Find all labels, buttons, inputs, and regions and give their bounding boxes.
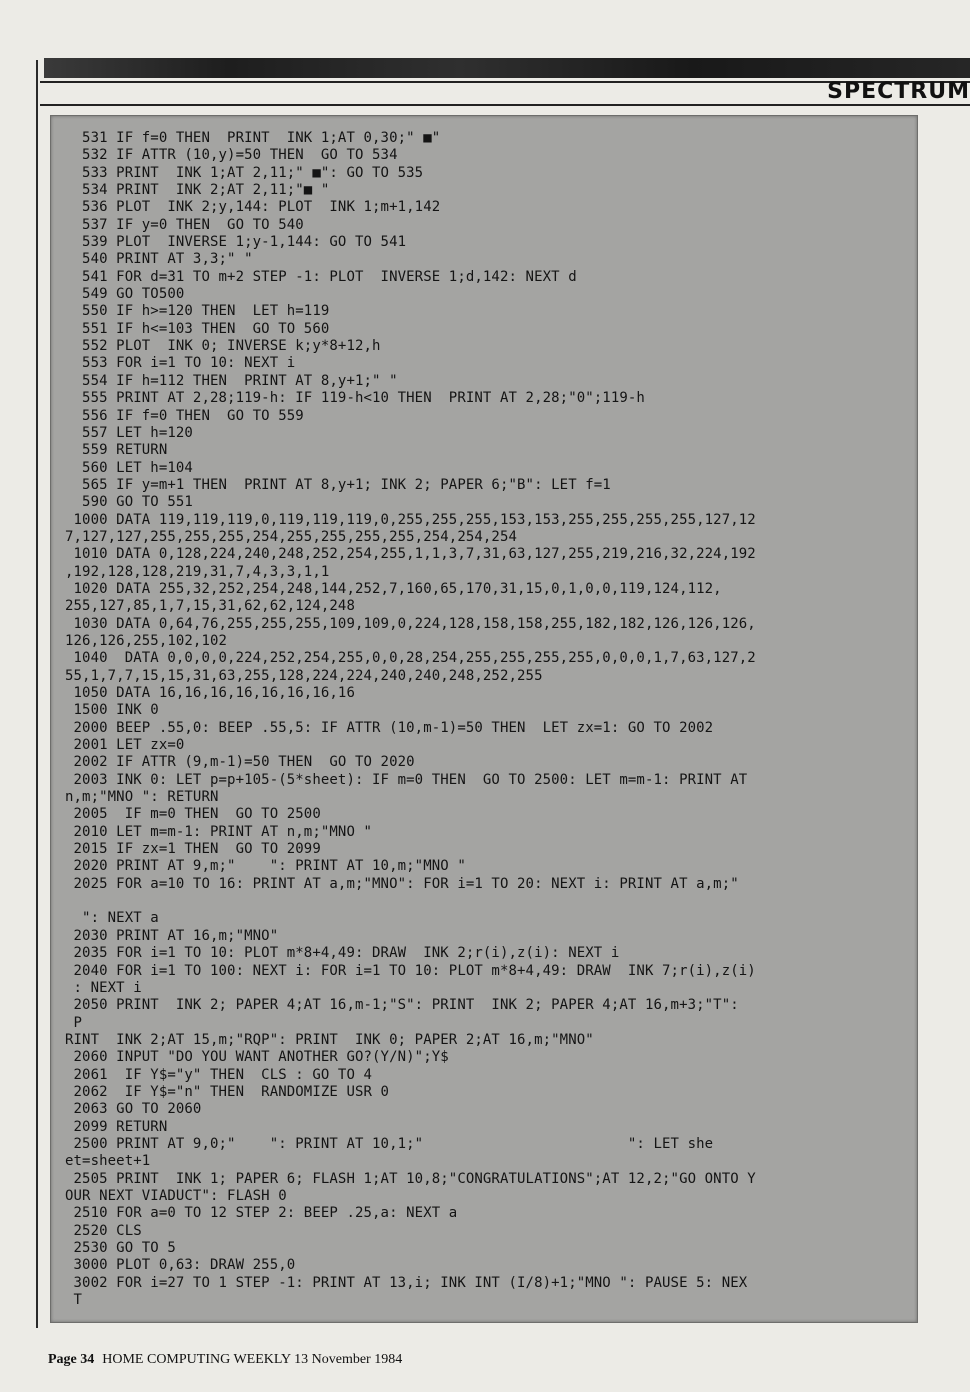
code-line: 531 IF f=0 THEN PRINT INK 1;AT 0,30;" ■" — [65, 130, 441, 146]
code-line: 2015 IF zx=1 THEN GO TO 2099 — [65, 841, 321, 858]
code-line: 2061 IF Y$="y" THEN CLS : GO TO 4 — [65, 1066, 373, 1083]
code-line: 2000 BEEP .55,0: BEEP .55,5: IF ATTR (10,m-1)=50 THEN LET zx=1: GO TO 2002 — [65, 719, 714, 736]
code-line: 1500 INK 0 — [65, 702, 159, 719]
code-line: 550 IF h>=120 THEN LET h=119 — [65, 303, 330, 320]
code-line: 560 LET h=104 — [65, 459, 193, 476]
code-line: P — [65, 1014, 83, 1031]
code-line: 2063 GO TO 2060 — [65, 1101, 202, 1118]
code-line: 2060 INPUT "DO YOU WANT ANOTHER GO?(Y/N)";Y$ — [65, 1049, 449, 1066]
code-line: 1000 DATA 119,119,119,0,119,119,119,0,255,255,255,153,153,255,255,255,255,127,12 — [65, 511, 756, 528]
code-line: 1040 DATA 0,0,0,0,224,252,254,255,0,0,28,254,255,255,255,255,0,0,0,1,7,63,127,2 — [65, 650, 756, 667]
header-bar — [44, 58, 970, 78]
listing-code — [65, 130, 913, 1309]
code-line: 2025 FOR a=10 TO 16: PRINT AT a,m;"MNO": FOR i=1 TO 20: NEXT i: PRINT AT a,m;" — [65, 875, 739, 892]
code-line: ": NEXT a — [65, 910, 159, 927]
code-line: 555 PRINT AT 2,28;119-h: IF 119-h<10 THEN PRINT AT 2,28;"0";119-h — [65, 390, 645, 407]
code-line: 537 IF y=0 THEN GO TO 540 — [65, 216, 304, 233]
code-line: 590 GO TO 551 — [65, 494, 193, 511]
code-line: 2530 GO TO 5 — [65, 1240, 176, 1256]
code-line: 552 PLOT INK 0; INVERSE k;y*8+12,h — [65, 338, 381, 355]
code-line: 541 FOR d=31 TO m+2 STEP -1: PLOT INVERSE 1;d,142: NEXT d — [65, 268, 577, 285]
code-line: 2062 IF Y$="n" THEN RANDOMIZE USR 0 — [65, 1083, 390, 1100]
code-line: 126,126,255,102,102 — [65, 632, 228, 649]
page-footer — [48, 1352, 402, 1368]
program-listing — [50, 115, 918, 1323]
section-title: SPECTRUM — [827, 79, 970, 104]
left-margin-rule — [36, 60, 38, 1328]
code-line: 1010 DATA 0,128,224,240,248,252,254,255,1,1,3,7,31,63,127,255,219,216,32,224,192 — [65, 546, 756, 563]
code-line: 7,127,127,255,255,255,254,255,255,255,255,254,254,254 — [65, 528, 518, 545]
code-line: 2030 PRINT AT 16,m;"MNO" — [65, 927, 279, 944]
code-line: ,192,128,128,219,31,7,4,3,3,1,1 — [65, 563, 330, 580]
code-line: 553 FOR i=1 TO 10: NEXT i — [65, 355, 296, 372]
code-line: 2505 PRINT INK 1; PAPER 6; FLASH 1;AT 10,8;"CONGRATULATIONS";AT 12,2;"GO ONTO Y — [65, 1170, 756, 1187]
code-line — [65, 893, 913, 910]
code-line: RINT INK 2;AT 15,m;"RQP": PRINT INK 0; PAPER 2;AT 16,m;"MNO" — [65, 1031, 594, 1048]
code-line: 2035 FOR i=1 TO 10: PLOT m*8+4,49: DRAW INK 2;r(i),z(i): NEXT i — [65, 945, 620, 962]
code-line: 2520 CLS — [65, 1222, 142, 1239]
code-line: 2005 IF m=0 THEN GO TO 2500 — [65, 806, 321, 823]
code-line: OUR NEXT VIADUCT": FLASH 0 — [65, 1187, 287, 1204]
code-line: 2003 INK 0: LET p=p+105-(5*sheet): IF m=0 THEN GO TO 2500: LET m=m-1: PRINT AT — [65, 771, 748, 788]
code-line: 559 RETURN — [65, 442, 168, 459]
code-line: 255,127,85,1,7,15,31,62,62,124,248 — [65, 598, 355, 615]
code-line: 55,1,7,7,15,15,31,63,255,128,224,224,240,240,248,252,255 — [65, 667, 543, 684]
code-line: 533 PRINT INK 1;AT 2,11;" ■": GO TO 535 — [65, 164, 424, 181]
page-number: Page 34 — [48, 1352, 95, 1367]
code-line: 532 IF ATTR (10,y)=50 THEN GO TO 534 — [65, 147, 398, 164]
code-line: et=sheet+1 — [65, 1153, 151, 1170]
code-line: 2001 LET zx=0 — [65, 737, 185, 754]
code-line: 1030 DATA 0,64,76,255,255,255,109,109,0,224,128,158,158,255,182,182,126,126,126, — [65, 615, 756, 632]
code-line: 551 IF h<=103 THEN GO TO 560 — [65, 320, 330, 337]
code-line: 557 LET h=120 — [65, 424, 193, 441]
code-line: 3000 PLOT 0,63: DRAW 255,0 — [65, 1257, 296, 1274]
code-line: 554 IF h=112 THEN PRINT AT 8,y+1;" " — [65, 372, 398, 389]
code-line: 2099 RETURN — [65, 1118, 168, 1135]
code-line: 539 PLOT INVERSE 1;y-1,144: GO TO 541 — [65, 234, 407, 251]
code-line: n,m;"MNO ": RETURN — [65, 789, 219, 806]
code-line: 2010 LET m=m-1: PRINT AT n,m;"MNO " — [65, 823, 373, 840]
code-line: 540 PRINT AT 3,3;" " — [65, 251, 253, 268]
code-line: 1050 DATA 16,16,16,16,16,16,16,16 — [65, 685, 355, 701]
code-line: 536 PLOT INK 2;y,144: PLOT INK 1;m+1,142 — [65, 199, 441, 216]
code-line: 2020 PRINT AT 9,m;" ": PRINT AT 10,m;"MNO " — [65, 858, 466, 875]
code-line: 2050 PRINT INK 2; PAPER 4;AT 16,m-1;"S": PRINT INK 2; PAPER 4;AT 16,m+3;"T": — [65, 997, 739, 1014]
code-line: 3002 FOR i=27 TO 1 STEP -1: PRINT AT 13,i; INK INT (I/8)+1;"MNO ": PAUSE 5: NEX — [65, 1274, 748, 1291]
code-line: 2510 FOR a=0 TO 12 STEP 2: BEEP .25,a: NEXT a — [65, 1205, 458, 1222]
code-line: 2500 PRINT AT 9,0;" ": PRINT AT 10,1;" ": LET she — [65, 1135, 714, 1152]
code-line: 2040 FOR i=1 TO 100: NEXT i: FOR i=1 TO 10: PLOT m*8+4,49: DRAW INK 7;r(i),z(i) — [65, 962, 756, 979]
code-line: 549 GO TO500 — [65, 286, 185, 303]
code-line: T — [65, 1292, 83, 1309]
code-line: : NEXT i — [65, 979, 142, 996]
header-rule-bottom — [40, 104, 970, 106]
publication-line: HOME COMPUTING WEEKLY 13 November 1984 — [102, 1352, 403, 1367]
code-line: 1020 DATA 255,32,252,254,248,144,252,7,160,65,170,31,15,0,1,0,0,119,124,112, — [65, 580, 722, 597]
code-line: 534 PRINT INK 2;AT 2,11;"■ " — [65, 182, 330, 199]
code-line: 2002 IF ATTR (9,m-1)=50 THEN GO TO 2020 — [65, 754, 415, 771]
code-line: 565 IF y=m+1 THEN PRINT AT 8,y+1; INK 2; PAPER 6;"B": LET f=1 — [65, 476, 611, 493]
code-line: 556 IF f=0 THEN GO TO 559 — [65, 407, 304, 424]
